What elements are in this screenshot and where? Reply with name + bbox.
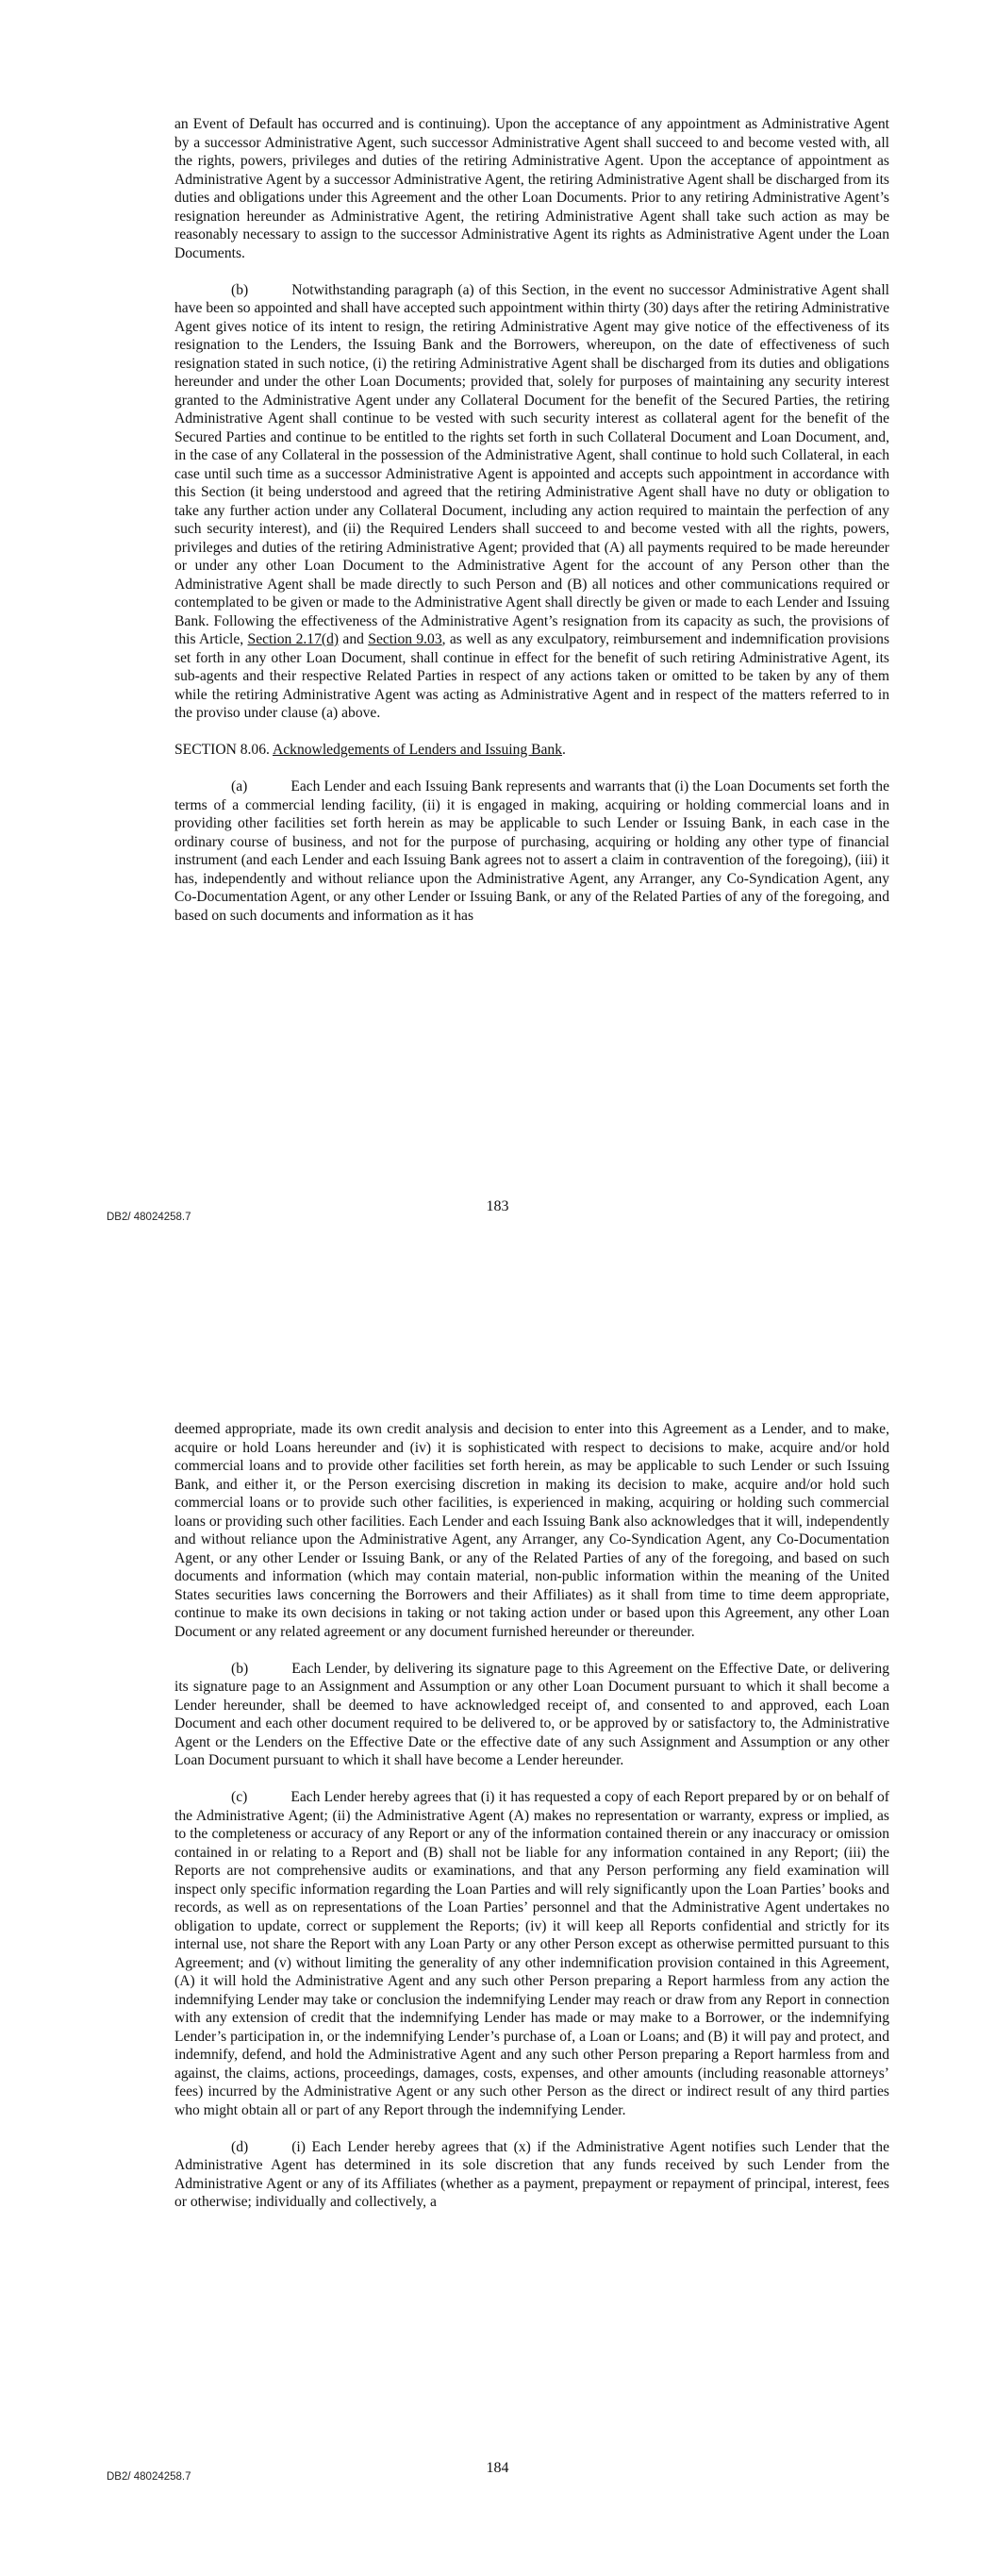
paragraph-d-label: (d): [231, 2138, 249, 2155]
paragraph-c-label: (c): [231, 1789, 248, 1805]
paragraph-a: [174, 778, 889, 925]
paragraph-a-label: (a): [231, 778, 248, 795]
page-184: [0, 1288, 995, 2576]
section-number: SECTION 8.06.: [174, 742, 270, 758]
page-body: [174, 115, 889, 944]
page-number: 184: [486, 2460, 509, 2476]
section-title: Acknowledgements of Lenders and Issuing Bank: [272, 742, 563, 758]
paragraph-continuation: an Event of Default has occurred and is continuing). Upon the acceptance of any appointment as Administrative Agent by a successor Administrative Agent, such successor Administrative Agent shall succeed to and become vested with, all the rights, powers, privileges and duties of the retiring Administrative Agent. Upon the acceptance of appointment as Administrative Agent by a successor Administrative Agent, the retiring Administrative Agent shall be discharged from its duties and obligations under this Agreement and the other Loan Documents. Prior to any retiring Administrative Agent’s resignation hereunder as Administrative Agent, the retiring Administrative Agent shall take such action as may be reasonably necessary to assign to the successor Administrative Agent its rights as Administrative Agent under the Loan Documents.: [174, 116, 889, 261]
paragraph-b-text: Notwithstanding paragraph (a) of this Section, in the event no successor Administrative Agent shall have been so appointed and shall have accepted such appointment within thirty (30) days after the retiring Administrative Agent gives notice of its intent to resign, the retiring Administrative Agent may give notice of the effectiveness of its resignation to the Lenders, the Issuing Bank and the Borrowers, whereupon, on the date of effectiveness of such resignation stated in such notice, (i) the retiring Administrative Agent shall be discharged from its duties and obligations hereunder and under the other Loan Documents; provided that, solely for purposes of maintaining any security interest granted to the Administrative Agent under any Collateral Document for the benefit of the Secured Parties, the retiring Administrative Agent shall continue to be vested with such security interest as collateral agent for the benefit of the Secured Parties and continue to be entitled to the rights set forth in such Collateral Document and Loan Document, and, in the case of any Collateral in the possession of the Administrative Agent, shall continue to hold such Collateral, in each case until such time as a successor Administrative Agent is appointed and accepts such appointment in accordance with this Section (it being understood and agreed that the retiring Administrative Agent shall have no duty or obligation to take any further action under any Collateral Document, including any action required to maintain the perfection of any such security interest), and (ii) the Required Lenders shall succeed to and become vested with all the rights, powers, privileges and duties of the retiring Administrative Agent; provided that (A) all payments required to be made hereunder or under any other Loan Document to the Administrative Agent for the account of any Person other than the Administrative Agent shall be made directly to such Person and (B) all notices and other communications required or contemplated to be given or made to the Administrative Agent shall directly be given or made to each Lender and Issuing Bank. Following the effectiveness of the Administrative Agent’s resignation from its capacity as such, the provisions of this Article,: [174, 281, 889, 647]
page-body: [174, 1420, 889, 2230]
section-title-period: .: [562, 742, 566, 758]
cross-reference-section-9-03: Section 9.03: [368, 631, 442, 647]
page-number: 183: [486, 1198, 509, 1214]
document-id: DB2/ 48024258.7: [107, 1212, 191, 1223]
paragraph-d-text: (i) Each Lender hereby agrees that (x) if the Administrative Agent notifies such Lender that the Administrative Agent has determined in its sole discretion that any funds received by such Lender from the Administrative Agent or any of its Affiliates (whether as a payment, prepayment or repayment of principal, interest, fees or otherwise; individually and collectively, a: [174, 2138, 889, 2210]
paragraph-b: [174, 1660, 889, 1770]
document-id: DB2/ 48024258.7: [107, 2471, 191, 2483]
section-heading: [174, 741, 889, 760]
conjunction-and: and: [342, 631, 364, 647]
paragraph-b-label: (b): [231, 281, 249, 298]
paragraph-d: [174, 2138, 889, 2212]
paragraph-continuation: deemed appropriate, made its own credit analysis and decision to enter into this Agreement as a Lender, and to make, acquire or hold Loans hereunder and (iv) it is sophisticated with respect to decisions to make, acquire and/or hold commercial loans and to provide other facilities set forth herein, as may be applicable to such Lender or such Issuing Bank, and either it, or the Person exercising discretion in making its decision to make, acquire and/or hold such commercial loans or to provide such other facilities, is experienced in making, acquiring or holding such commercial loans or providing such other facilities. Each Lender and each Issuing Bank also acknowledges that it will, independently and without reliance upon the Administrative Agent, any Arranger, any Co-Syndication Agent, any Co-Documentation Agent, or any other Lender or Issuing Bank, or any of the Related Parties of any of the foregoing, and based on such documents and information (which may contain material, non-public information within the meaning of the United States securities laws concerning the Borrowers and their Affiliates) as it shall from time to time deem appropriate, continue to make its own decisions in taking or not taking action under or based upon this Agreement, any other Loan Document or any related agreement or any document furnished hereunder or thereunder.: [174, 1421, 889, 1640]
paragraph-c-text: Each Lender hereby agrees that (i) it has requested a copy of each Report prepared by or on behalf of the Administrative Agent; (ii) the Administrative Agent (A) makes no representation or warranty, express or implied, as to the completeness or accuracy of any Report or any of the information contained therein or any inaccuracy or omission contained in or relating to a Report and (B) shall not be liable for any information contained in any Report; (iii) the Reports are not comprehensive audits or examinations, and that any Person performing any field examination will inspect only specific information regarding the Loan Parties and will rely significantly upon the Loan Parties’ books and records, as well as on representations of the Loan Parties’ personnel and that the Administrative Agent undertakes no obligation to update, correct or supplement the Reports; (iv) it will keep all Reports confidential and strictly for its internal use, not share the Report with any Loan Party or any other Person except as otherwise permitted pursuant to this Agreement; and (v) without limiting the generality of any other indemnification provision contained in this Agreement, (A) it will hold the Administrative Agent and any such other Person preparing a Report harmless from any action the indemnifying Lender may take or conclusion the indemnifying Lender may reach or draw from any Report in connection with any extension of credit that the indemnifying Lender has made or may make to a Borrower, or the indemnifying Lender’s participation in, or the indemnifying Lender’s purchase of, a Loan or Loans; and (B) it will pay and protect, and indemnify, defend, and hold the Administrative Agent and any such other Person preparing a Report harmless from and against, the claims, actions, proceedings, damages, costs, expenses, and other amounts (including reasonable attorneys’ fees) incurred by the Administrative Agent or any such other Person as the direct or indirect result of any third parties who might obtain all or part of any Report through the indemnifying Lender.: [174, 1789, 889, 2118]
paragraph-c: [174, 1788, 889, 2119]
cross-reference-section-2-17d: Section 2.17(d): [247, 631, 340, 647]
paragraph-b-label: (b): [231, 1660, 249, 1677]
paragraph-b-text-cont: , as well as any exculpatory, reimbursement and indemnification provisions set forth in any other Loan Document, shall continue in effect for the benefit of such retiring Administrative Agent, its sub-agents and their respective Related Parties in respect of any actions taken or omitted to be taken by any of them while the retiring Administrative Agent was acting as Administrative Agent and in respect of the matters referred to in the proviso under clause (a) above.: [174, 631, 890, 721]
paragraph-b-text: Each Lender, by delivering its signature page to this Agreement on the Effective Date, or delivering its signature page to an Assignment and Assumption or any other Loan Document pursuant to which it shall become a Lender hereunder, shall be deemed to have acknowledged receipt of, and consented to and approved, each Loan Document and each other document required to be delivered to, or be approved by or satisfactory to, the Administrative Agent or the Lenders on the Effective Date or the effective date of any such Assignment and Assumption or any other Loan Document pursuant to which it shall have become a Lender hereunder.: [174, 1660, 889, 1768]
paragraph-b: [174, 281, 889, 723]
paragraph-a-text: Each Lender and each Issuing Bank represents and warrants that (i) the Loan Documents set forth the terms of a commercial lending facility, (ii) it is engaged in making, acquiring or holding commercial loans and in providing other facilities set forth herein as may be applicable to such Lender or Issuing Bank, in each case in the ordinary course of business, and not for the purpose of purchasing, acquiring or holding any other type of financial instrument (and each Lender and each Issuing Bank agrees not to assert a claim in contravention of the foregoing), (iii) it has, independently and without reliance upon the Administrative Agent, any Arranger, any Co-Syndication Agent, any Co-Documentation Agent, or any other Lender or Issuing Bank, or any of the Related Parties of any of the foregoing, and based on such documents and information as it has: [174, 778, 889, 924]
